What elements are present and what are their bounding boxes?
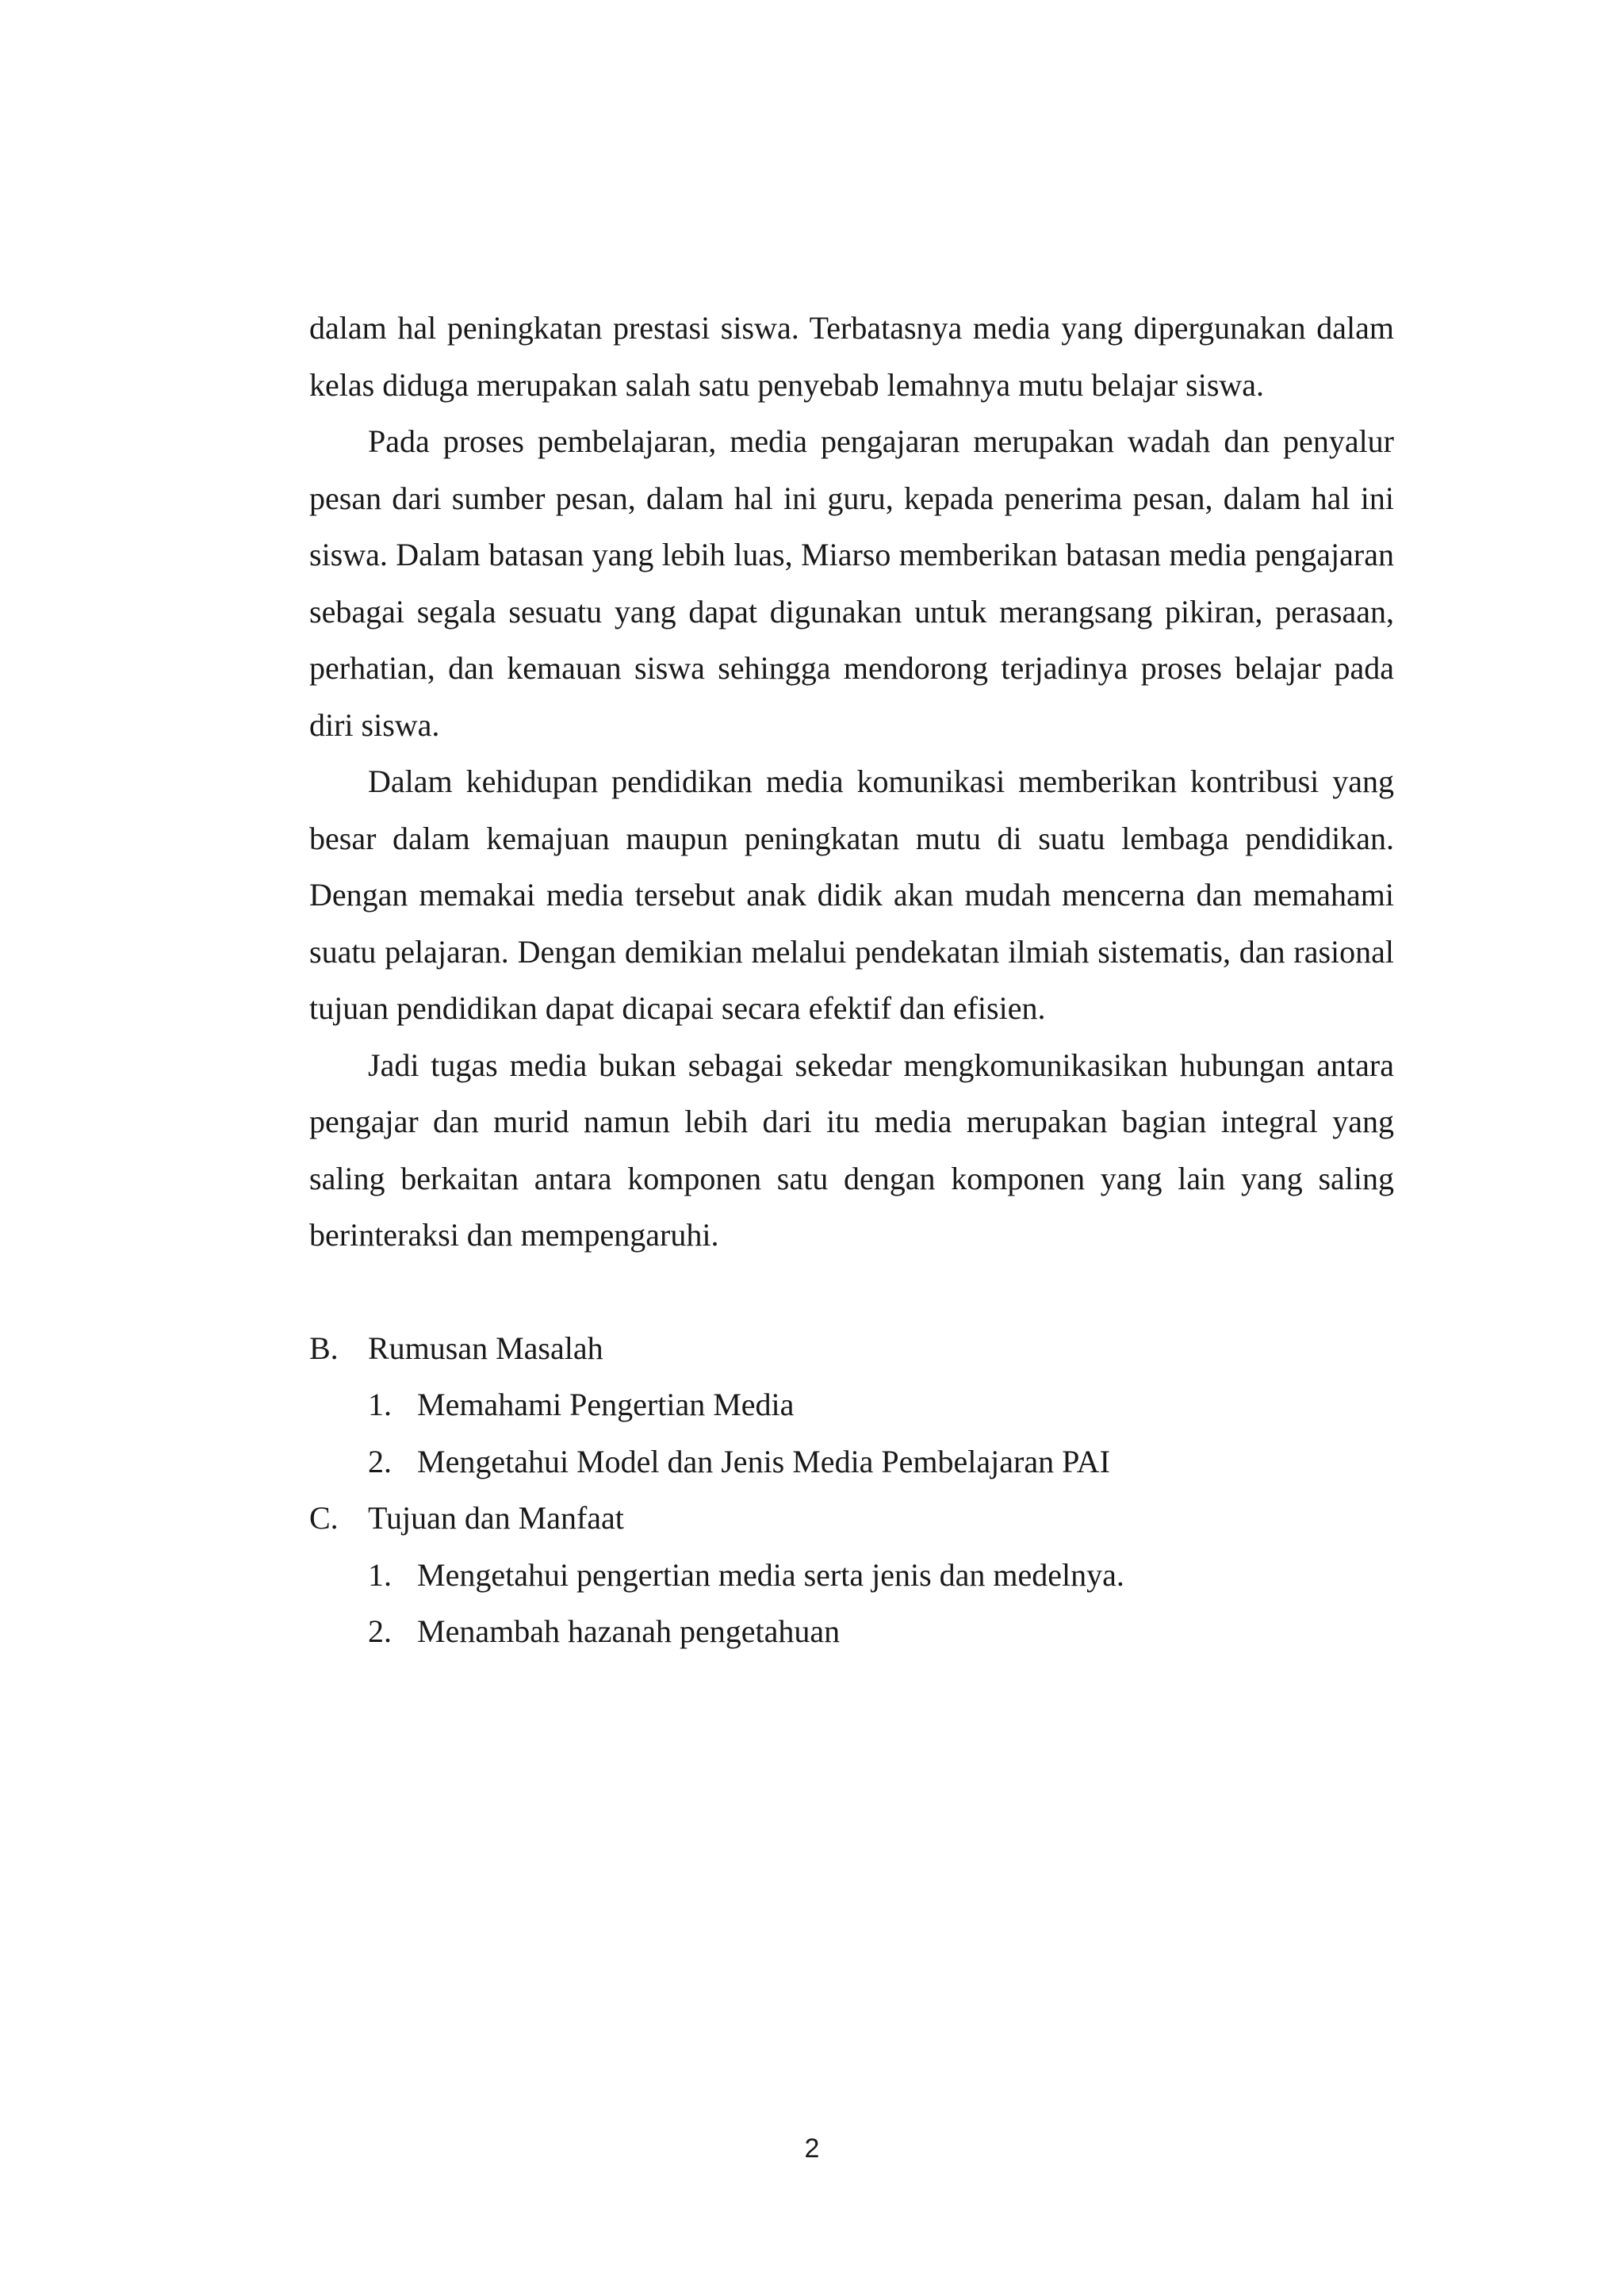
- section-title: Tujuan dan Manfaat: [368, 1500, 624, 1536]
- list-item-text: Mengetahui Model dan Jenis Media Pembelajaran PAI: [417, 1443, 1110, 1479]
- list-item: [368, 1433, 1394, 1490]
- list-item: [368, 1376, 1394, 1433]
- section-rumusan-masalah: [309, 1320, 1394, 1490]
- paragraph-tugas-media: Jadi tugas media bukan sebagai sekedar mengkomunikasikan hubungan antara pengajar dan murid namun lebih dari itu media merupakan bagian integral yang saling berkaitan antara komponen satu dengan komponen yang lain yang saling berinteraksi dan mempengaruhi.: [309, 1047, 1394, 1253]
- paragraph-continuation: dalam hal peningkatan prestasi siswa. Terbatasnya media yang dipergunakan dalam kelas diduga merupakan salah satu penyebab lemahnya mutu belajar siswa.: [309, 310, 1394, 403]
- section-title: Rumusan Masalah: [368, 1330, 603, 1366]
- section-heading: [309, 1490, 1394, 1547]
- list-item-number: 2.: [368, 1443, 392, 1479]
- list-item-text: Mengetahui pengertian media serta jenis dan medelnya.: [417, 1556, 1124, 1593]
- section-tujuan-manfaat: [309, 1490, 1394, 1660]
- outline-list: [309, 1320, 1394, 1660]
- list-item-number: 1.: [368, 1387, 392, 1422]
- list-item: [368, 1603, 1394, 1660]
- list-item-text: Memahami Pengertian Media: [417, 1387, 795, 1422]
- list-item-number: 1.: [368, 1556, 392, 1593]
- section-letter: C.: [309, 1500, 339, 1536]
- list-item-text: Menambah hazanah pengetahuan: [417, 1613, 841, 1649]
- list-item-number: 2.: [368, 1613, 392, 1649]
- section-items: [309, 1376, 1394, 1490]
- paragraph-media-pengajaran: Pada proses pembelajaran, media pengajaran merupakan wadah dan penyalur pesan dari sumber pesan, dalam hal ini guru, kepada penerima pesan, dalam hal ini siswa. Dalam batasan yang lebih luas, Miarso memberikan batasan media pengajaran sebagai segala sesuatu yang dapat digunakan untuk merangsang pikiran, perasaan, perhatian, dan kemauan siswa sehingga mendorong terjadinya proses belajar pada diri siswa.: [309, 423, 1394, 743]
- section-items: [309, 1547, 1394, 1660]
- list-item: [368, 1547, 1394, 1604]
- paragraph-media-komunikasi: Dalam kehidupan pendidikan media komunikasi memberikan kontribusi yang besar dalam kemajuan maupun peningkatan mutu di suatu lembaga pendidikan. Dengan memakai media tersebut anak didik akan mudah mencerna dan memahami suatu pelajaran. Dengan demikian melalui pendekatan ilmiah sistematis, dan rasional tujuan pendidikan dapat dicapai secara efektif dan efisien.: [309, 763, 1394, 1026]
- section-letter: B.: [309, 1330, 339, 1366]
- page-number: 2: [804, 2133, 820, 2164]
- section-heading: [309, 1320, 1394, 1377]
- page-body: [309, 300, 1394, 1660]
